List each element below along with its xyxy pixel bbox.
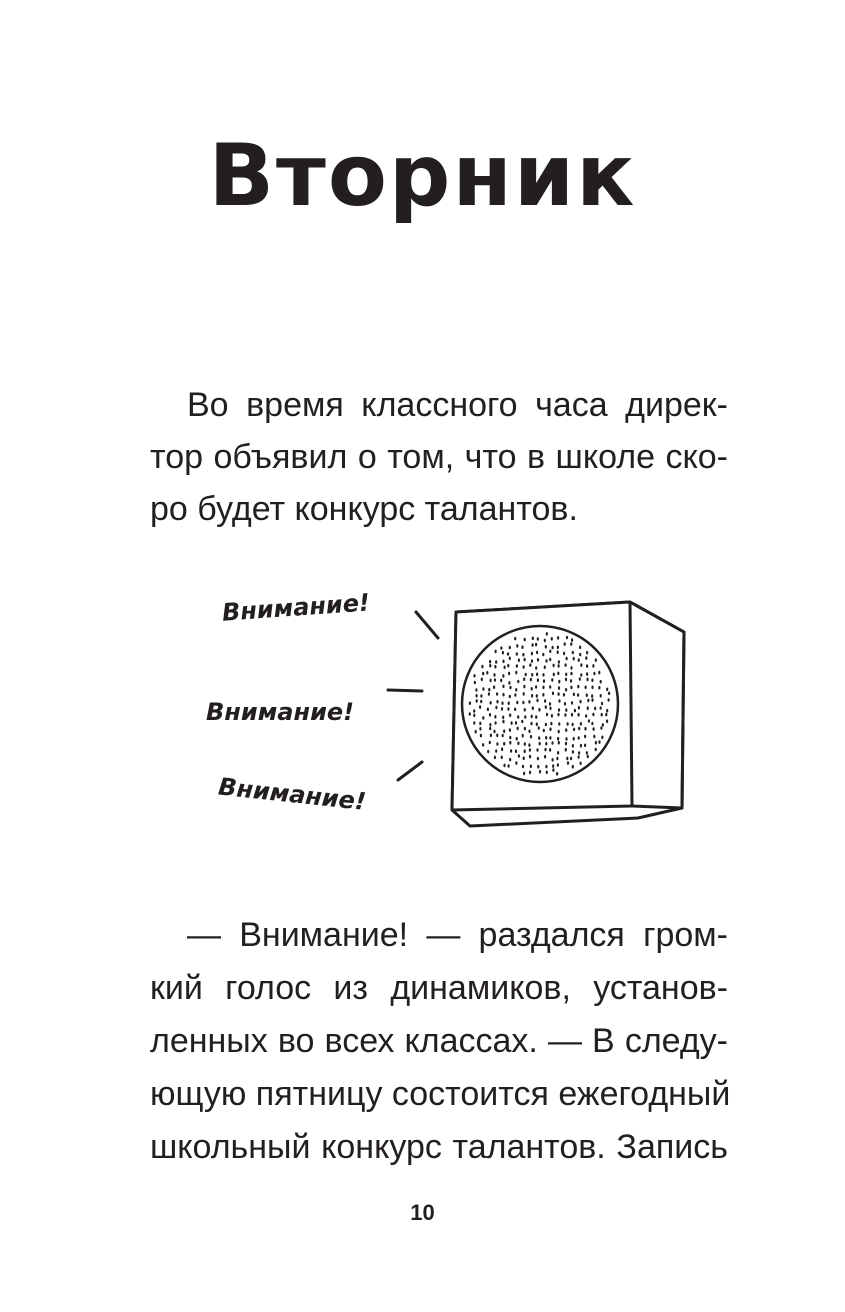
chapter-title: Вторник: [208, 126, 637, 226]
paragraph-line: тор объявил о том, что в школе ско-: [150, 438, 728, 476]
speaker-illustration: [200, 580, 700, 840]
paragraph-line: ро будет конкурс талантов.: [150, 490, 578, 528]
paragraph-line: Во время классного часа дирек-: [187, 386, 728, 424]
shout-text: Внимание!: [221, 588, 371, 627]
shout-text: Внимание!: [206, 698, 355, 726]
paragraph-line: ленных во всех классах. — В следу-: [150, 1022, 728, 1060]
shout-text: Внимание!: [217, 772, 368, 816]
paragraph-line: — Внимание! — раздался гром-: [187, 916, 728, 954]
paragraph-line: ющую пятницу состоится ежегодный: [150, 1075, 731, 1113]
loudspeaker-icon: [452, 602, 684, 826]
paragraph-line: кий голос из динамиков, установ-: [150, 969, 728, 1007]
paragraph-line: школьный конкурс талантов. Запись: [150, 1128, 728, 1166]
sound-wave-lines: [388, 612, 438, 780]
page-number: 10: [410, 1200, 435, 1225]
